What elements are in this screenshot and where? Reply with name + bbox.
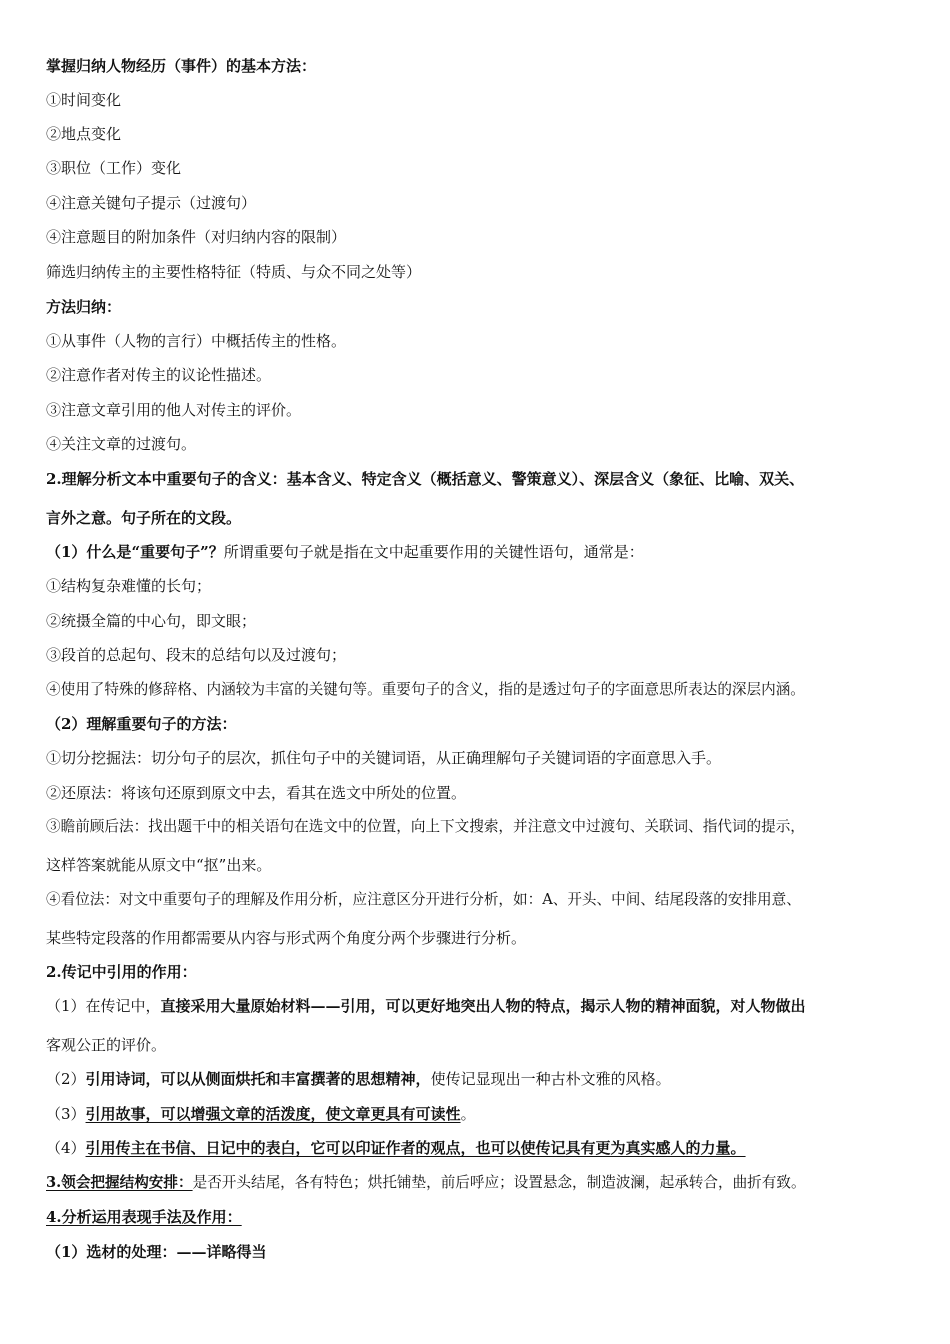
list-item: ④看位法：对文中重要句子的理解及作用分析，应注意区分开进行分析，如：A、开头、中间、结尾段落的安排用意、 bbox=[46, 891, 801, 908]
list-item: ③瞻前顾后法：找出题干中的相关语句在选文中的位置，向上下文搜索，并注意文中过渡句、关联词、指代词的提示， bbox=[46, 818, 805, 835]
list-item: ①时间变化 bbox=[46, 91, 122, 109]
paragraph bbox=[46, 1104, 476, 1124]
list-item: ④注意题目的附加条件（对归纳内容的限制） bbox=[46, 228, 347, 246]
paragraph-emphasis: 引用故事，可以增强文章的活泼度，使文章更具有可读性 bbox=[85, 1105, 461, 1123]
list-item: ②还原法：将该句还原到原文中去，看其在选文中所处的位置。 bbox=[46, 784, 467, 802]
list-item: ②统摄全篇的中心句，即文眼； bbox=[46, 612, 257, 630]
section-heading-continued: 言外之意。句子所在的文段。 bbox=[46, 509, 242, 527]
section-heading: 方法归纳： bbox=[46, 298, 122, 316]
paragraph-prefix: （3） bbox=[46, 1105, 86, 1123]
list-item-continued: 这样答案就能从原文中“抠”出来。 bbox=[46, 856, 272, 874]
paragraph-prefix: （4） bbox=[46, 1139, 86, 1157]
list-item: ③职位（工作）变化 bbox=[46, 159, 182, 177]
question-label: （1）什么是“重要句子”？ bbox=[46, 543, 224, 561]
paragraph bbox=[46, 1173, 806, 1193]
list-item: ④关注文章的过渡句。 bbox=[46, 435, 197, 453]
paragraph-text: 。 bbox=[460, 1105, 476, 1123]
paragraph: 筛选归纳传主的主要性格特征（特质、与众不同之处等） bbox=[46, 263, 422, 281]
list-item: ④注意关键句子提示（过渡句） bbox=[46, 194, 257, 212]
list-item: ④使用了特殊的修辞格、内涵较为丰富的关键句等。重要句子的含义，指的是透过句子的字面意思所表达的深层内涵。 bbox=[46, 681, 805, 698]
list-item: ②地点变化 bbox=[46, 125, 122, 143]
subsection-heading: （1）选材的处理：——详略得当 bbox=[46, 1243, 267, 1261]
list-item-continued: 某些特定段落的作用都需要从内容与形式两个角度分两个步骤进行分析。 bbox=[46, 929, 527, 947]
list-item: ①切分挖掘法：切分句子的层次，抓住句子中的关键词语，从正确理解句子关键词语的字面意思入手。 bbox=[46, 749, 722, 767]
paragraph-text: 是否开头结尾，各有特色；烘托铺垫，前后呼应；设置悬念，制造波澜，起承转合，曲折有致。 bbox=[192, 1174, 806, 1191]
list-item: ③注意文章引用的他人对传主的评价。 bbox=[46, 401, 302, 419]
list-item: ②注意作者对传主的议论性描述。 bbox=[46, 366, 272, 384]
section-heading: 2.理解分析文本中重要句子的含义：基本含义、特定含义（概括意义、警策意义）、深层含义（象征、比喻、双关、 bbox=[46, 470, 805, 488]
question-line bbox=[46, 542, 644, 562]
question-text: 所谓重要句子就是指在文中起重要作用的关键性语句，通常是： bbox=[223, 543, 644, 561]
paragraph-prefix: （1）在传记中， bbox=[46, 997, 161, 1015]
paragraph-continued: 客观公正的评价。 bbox=[46, 1036, 167, 1054]
list-item: ①结构复杂难懂的长句； bbox=[46, 577, 212, 595]
list-item: ①从事件（人物的言行）中概括传主的性格。 bbox=[46, 332, 347, 350]
section-heading: 3.领会把握结构安排： bbox=[46, 1174, 193, 1191]
paragraph-emphasis: 引用诗词，可以从侧面烘托和丰富撰著的思想精神， bbox=[85, 1070, 431, 1088]
paragraph bbox=[46, 996, 806, 1016]
section-heading: 4.分析运用表现手法及作用： bbox=[46, 1208, 242, 1226]
paragraph bbox=[46, 1138, 746, 1158]
subsection-heading: （2）理解重要句子的方法： bbox=[46, 715, 237, 733]
paragraph bbox=[46, 1069, 671, 1089]
section-heading: 2.传记中引用的作用： bbox=[46, 963, 197, 981]
paragraph-text: 使传记显现出一种古朴文雅的风格。 bbox=[430, 1070, 671, 1088]
paragraph-prefix: （2） bbox=[46, 1070, 86, 1088]
list-item: ③段首的总起句、段末的总结句以及过渡句； bbox=[46, 646, 347, 664]
paragraph-emphasis: 直接采用大量原始材料——引用，可以更好地突出人物的特点，揭示人物的精神面貌，对人物做出 bbox=[160, 997, 806, 1015]
paragraph-emphasis: 引用传主在书信、日记中的表白，它可以印证作者的观点，也可以使传记具有更为真实感人的力量。 bbox=[85, 1139, 746, 1157]
section-heading: 掌握归纳人物经历（事件）的基本方法： bbox=[46, 57, 317, 75]
